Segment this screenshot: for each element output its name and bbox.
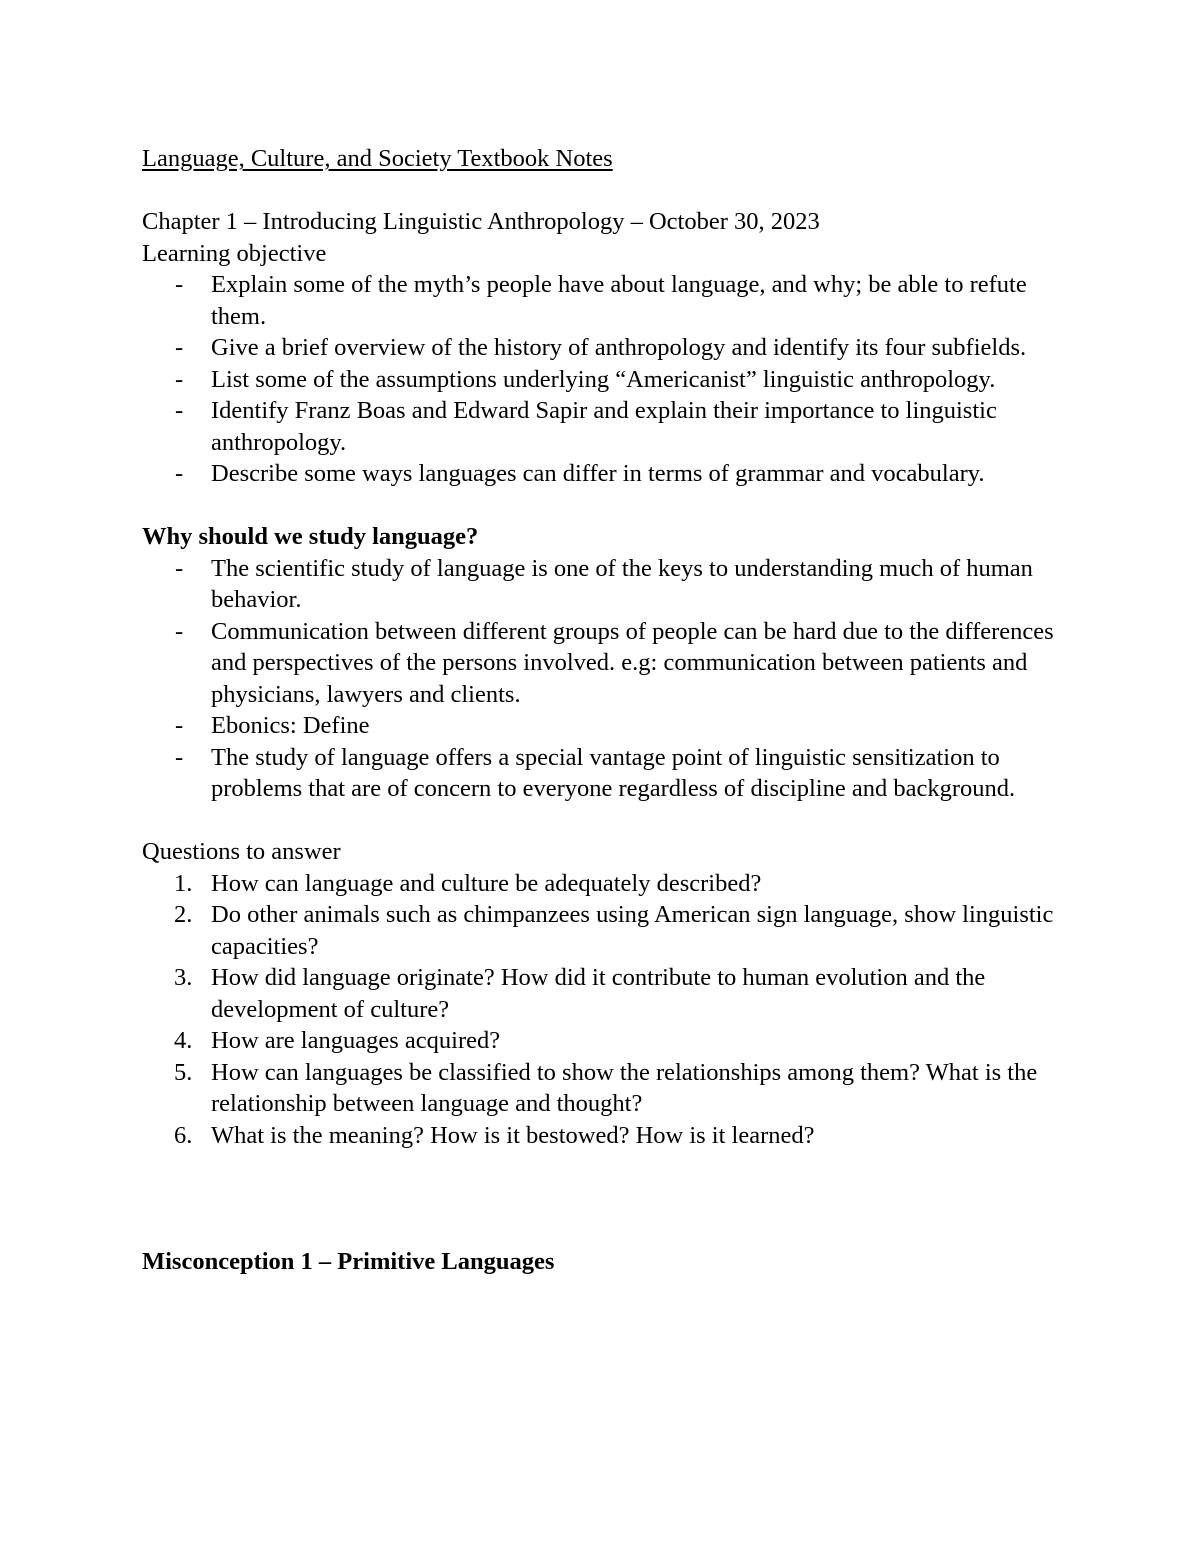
spacer xyxy=(142,490,1072,522)
list-number: 6. xyxy=(174,1121,193,1149)
list-item xyxy=(142,710,1072,742)
spacer xyxy=(142,1151,1072,1214)
chapter-line: Chapter 1 – Introducing Linguistic Anthropology – October 30, 2023 xyxy=(142,208,820,235)
list-item-text: Give a brief overview of the history of anthropology and identify its four subfields. xyxy=(211,334,1027,361)
list-item xyxy=(142,1120,1072,1152)
list-item-text: How can language and culture be adequately described? xyxy=(211,869,762,897)
learning-objective-heading: Learning objective xyxy=(142,239,327,267)
list-item-text: How are languages acquired? xyxy=(211,1027,501,1054)
list-item xyxy=(142,962,1072,1025)
why-study-heading: Why should we study language? xyxy=(142,523,479,550)
bullet-dash: - xyxy=(175,617,184,645)
list-item xyxy=(142,395,1072,458)
list-item xyxy=(142,742,1072,805)
bullet-dash: - xyxy=(175,712,184,739)
bullet-dash: - xyxy=(175,365,184,393)
list-item xyxy=(142,332,1072,364)
document-title: Language, Culture, and Society Textbook Notes xyxy=(142,145,613,172)
list-number: 2. xyxy=(174,901,193,928)
list-item xyxy=(142,269,1072,332)
list-item xyxy=(142,1057,1072,1120)
spacer xyxy=(142,805,1072,837)
document-page xyxy=(142,143,1072,1277)
list-item-text: Identify Franz Boas and Edward Sapir and explain their importance to linguistic anthropology. xyxy=(211,397,997,456)
bullet-dash: - xyxy=(175,554,184,582)
list-item xyxy=(142,364,1072,396)
list-item-text: How did language originate? How did it contribute to human evolution and the development of culture? xyxy=(211,964,986,1023)
list-item-text: Explain some of the myth’s people have about language, and why; be able to refute them. xyxy=(211,271,1027,330)
list-number: 4. xyxy=(174,1027,193,1054)
list-item xyxy=(142,553,1072,616)
spacer xyxy=(142,1214,1072,1246)
list-item xyxy=(142,1025,1072,1057)
list-item xyxy=(142,458,1072,490)
list-number: 3. xyxy=(174,964,193,991)
bullet-dash: - xyxy=(175,743,184,771)
learning-objective-list xyxy=(142,269,1072,490)
list-item-text: What is the meaning? How is it bestowed? How is it learned? xyxy=(211,1121,815,1149)
bullet-dash: - xyxy=(175,334,184,361)
spacer xyxy=(142,175,1072,207)
list-number: 5. xyxy=(174,1058,193,1086)
list-item xyxy=(142,616,1072,711)
bullet-dash: - xyxy=(175,397,184,424)
list-item xyxy=(142,868,1072,900)
list-item-text: Communication between different groups of people can be hard due to the differences and perspectives of the persons involved. e.g: communication between patients and physicians, lawyers and clients. xyxy=(211,617,1054,708)
list-item-text: The scientific study of language is one of the keys to understanding much of human behavior. xyxy=(211,554,1033,613)
why-study-list xyxy=(142,553,1072,805)
list-item xyxy=(142,899,1072,962)
misconception-heading: Misconception 1 – Primitive Languages xyxy=(142,1247,555,1275)
questions-heading: Questions to answer xyxy=(142,838,341,865)
list-item-text: The study of language offers a special vantage point of linguistic sensitization to problems that are of concern to everyone regardless of discipline and background. xyxy=(211,743,1016,802)
bullet-dash: - xyxy=(175,460,184,487)
bullet-dash: - xyxy=(175,271,184,298)
list-number: 1. xyxy=(174,869,193,897)
list-item-text: Describe some ways languages can differ in terms of grammar and vocabulary. xyxy=(211,460,985,487)
list-item-text: List some of the assumptions underlying “Americanist” linguistic anthropology. xyxy=(211,365,996,393)
list-item-text: How can languages be classified to show the relationships among them? What is the relationship between language and thought? xyxy=(211,1058,1038,1117)
questions-list xyxy=(142,868,1072,1152)
list-item-text: Ebonics: Define xyxy=(211,712,370,739)
list-item-text: Do other animals such as chimpanzees using American sign language, show linguistic capacities? xyxy=(211,901,1054,960)
